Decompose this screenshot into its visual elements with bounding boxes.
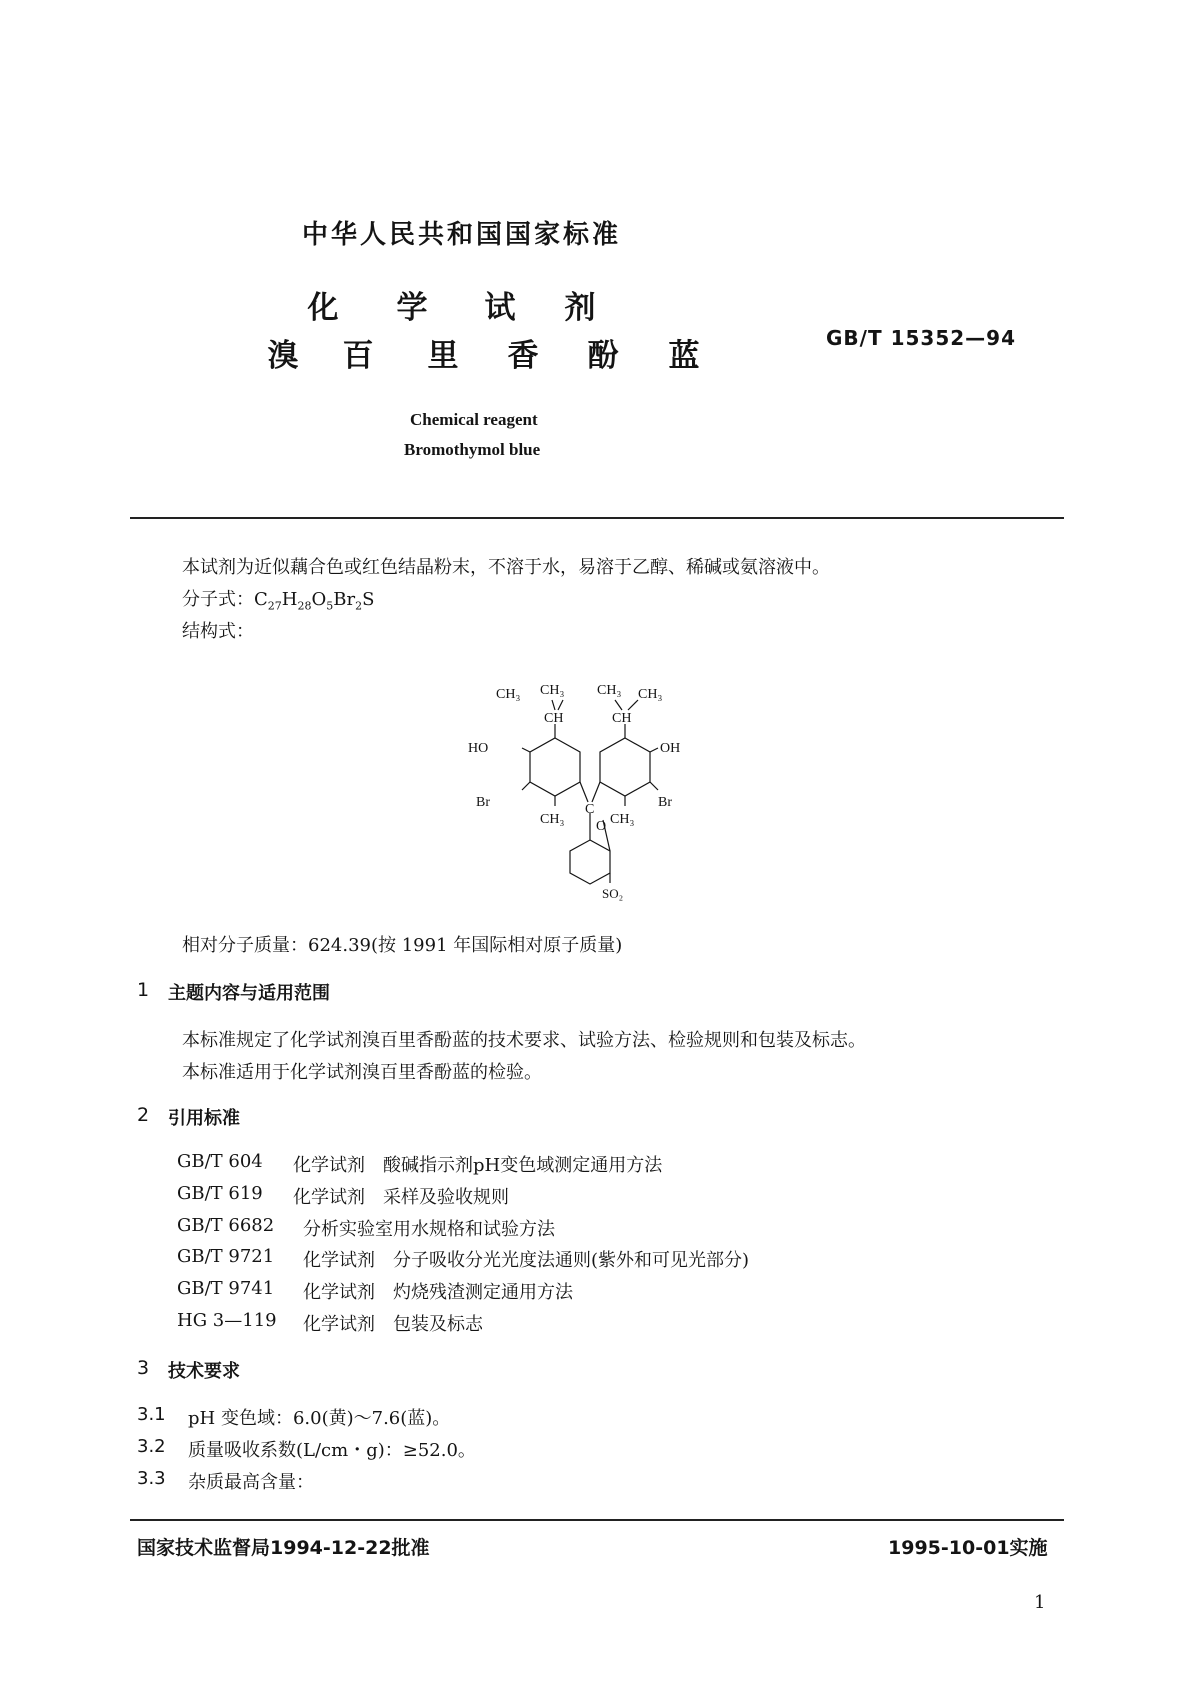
section-1-heading: 主题内容与适用范围 [168, 983, 330, 1004]
title-char: 蓝 [668, 338, 700, 374]
title-char: 百 [342, 338, 374, 374]
header-divider [130, 517, 1064, 519]
central-carbon: C [585, 802, 595, 817]
title-char: 香 [507, 338, 539, 374]
requirement-text: 质量吸收系数(L/cm・g)：≥52.0。 [188, 1440, 476, 1461]
formula-br-count: 2 [355, 599, 363, 613]
ref-title: 化学试剂 采样及验收规则 [293, 1187, 509, 1208]
section-2-number: 2 [137, 1104, 150, 1126]
title-char: 酚 [587, 338, 619, 374]
structural-formula-drawing [468, 680, 730, 901]
ho-group: HO [468, 741, 489, 756]
ch-left: CH [544, 711, 564, 726]
formula-o-count: 5 [326, 599, 334, 613]
formula-label: 分子式： [182, 589, 254, 610]
ref-title: 化学试剂 包装及标志 [303, 1314, 483, 1335]
formula-c: C [254, 589, 268, 610]
molecular-mass: 相对分子质量：624.39(按 1991 年国际相对原子质量) [182, 935, 623, 956]
section-2-heading: 引用标准 [168, 1108, 240, 1129]
title-char: 溴 [267, 338, 299, 374]
ref-title: 化学试剂 酸碱指示剂pH变色域测定通用方法 [293, 1155, 663, 1176]
structural-formula [468, 680, 730, 901]
requirement-number: 3.2 [137, 1436, 166, 1457]
ref-code: GB/T 9721 [177, 1246, 275, 1267]
english-title-line-2: Bromothymol blue [404, 440, 541, 459]
section-1-number: 1 [137, 979, 150, 1001]
requirement-text: 杂质最高含量： [188, 1472, 314, 1493]
br-left: Br [476, 795, 490, 810]
title-char: 剂 [564, 290, 596, 326]
ch3-left-low: CH₃ [540, 812, 565, 827]
english-title-line-1: Chemical reagent [410, 410, 538, 429]
footer-divider [130, 1519, 1064, 1521]
approval-line: 国家技术监督局1994-12-22批准 [137, 1537, 430, 1559]
ref-code: GB/T 9741 [177, 1278, 275, 1299]
description: 本试剂为近似藕合色或红色结晶粉末，不溶于水，易溶于乙醇、稀碱或氨溶液中。 [182, 557, 830, 578]
structure-label: 结构式： [182, 621, 254, 642]
requirement-number: 3.1 [137, 1404, 166, 1425]
oxygen: O [596, 819, 607, 834]
ch3-3: CH₃ [597, 683, 622, 698]
formula-o: O [311, 589, 327, 610]
title-char: 化 [307, 290, 339, 326]
bottom-benzene-ring [570, 840, 610, 884]
ref-title: 化学试剂 灼烧残渣测定通用方法 [303, 1282, 573, 1303]
ref-code: GB/T 604 [177, 1151, 263, 1172]
section-1-para-2: 本标准适用于化学试剂溴百里香酚蓝的检验。 [182, 1062, 542, 1083]
page-number: 1 [1034, 1592, 1046, 1613]
ref-code: GB/T 6682 [177, 1215, 275, 1236]
br-right: Br [658, 795, 672, 810]
section-3-heading: 技术要求 [168, 1361, 240, 1382]
ref-code: GB/T 619 [177, 1183, 263, 1204]
section-3-number: 3 [137, 1357, 150, 1379]
right-benzene-ring [600, 738, 650, 796]
ref-code: HG 3—119 [177, 1310, 277, 1331]
molecular-formula [182, 585, 374, 613]
oh-group: OH [660, 741, 681, 756]
formula-c-count: 27 [267, 599, 282, 613]
ch3-4: CH₃ [638, 687, 663, 702]
effective-date: 1995-10-01实施 [888, 1537, 1048, 1559]
requirement-text: pH 变色域：6.0(黄)～7.6(蓝)。 [188, 1408, 451, 1429]
ch3-1: CH₃ [496, 687, 521, 702]
formula-br: Br [333, 589, 356, 610]
formula-h-count: 28 [297, 599, 312, 613]
title-line-1 [0, 282, 1191, 326]
so2-group: SO₂ [602, 886, 624, 901]
ch3-right-low: CH₃ [610, 812, 635, 827]
ref-title: 化学试剂 分子吸收分光光度法通则(紫外和可见光部分) [303, 1250, 750, 1271]
country-standard-heading: 中华人民共和国国家标准 [302, 220, 622, 250]
ref-title: 分析实验室用水规格和试验方法 [303, 1219, 555, 1240]
ch-right: CH [612, 711, 632, 726]
title-char: 试 [484, 290, 516, 326]
title-char: 学 [396, 290, 428, 326]
standard-number: GB/T 15352—94 [826, 326, 1016, 350]
left-benzene-ring [530, 738, 580, 796]
formula-h: H [281, 589, 298, 610]
title-char: 里 [427, 338, 459, 374]
requirement-number: 3.3 [137, 1468, 166, 1489]
ch3-2: CH₃ [540, 683, 565, 698]
section-1-para-1: 本标准规定了化学试剂溴百里香酚蓝的技术要求、试验方法、检验规则和包装及标志。 [182, 1030, 866, 1051]
formula-s: S [362, 589, 375, 610]
